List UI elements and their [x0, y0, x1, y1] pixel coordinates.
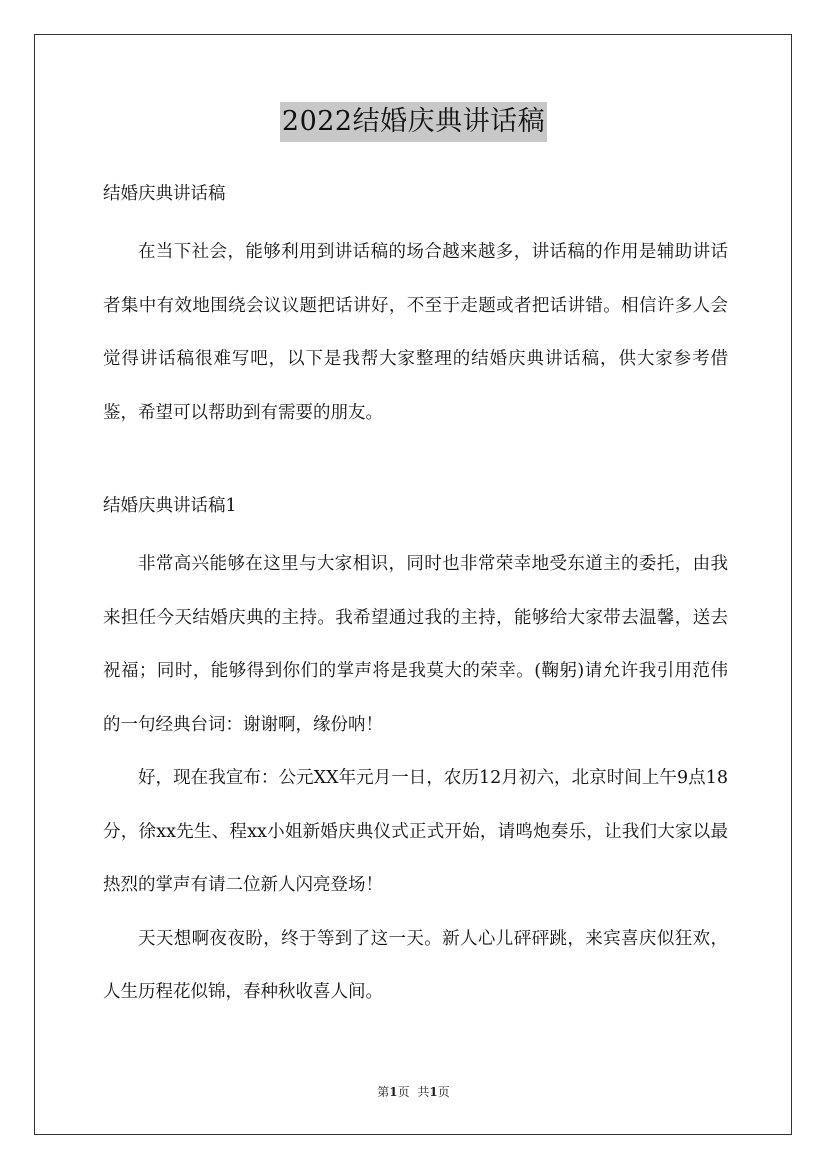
intro-paragraph: 在当下社会，能够利用到讲话稿的场合越来越多，讲话稿的作用是辅助讲话者集中有效地围绕会议议题把话讲好，不至于走题或者把话讲错。相信许多人会觉得讲话稿很难写吧，以下是我帮大家整理的结婚庆典讲话稿，供大家参考借鉴，希望可以帮助到有需要的朋友。 [103, 242, 728, 423]
intro-heading: 结婚庆典讲话稿 [103, 184, 226, 204]
total-suffix: 页 [437, 1085, 450, 1099]
section-heading: 结婚庆典讲话稿1 [103, 496, 237, 516]
title-container [0, 102, 827, 142]
document-title: 2022结婚庆典讲话稿 [280, 102, 547, 142]
document-body [103, 172, 728, 1020]
page-suffix: 页 [397, 1085, 410, 1099]
page-prefix: 第 [377, 1085, 390, 1099]
section-paragraph-3: 天天想啊夜夜盼，终于等到了这一天。新人心儿砰砰跳，来宾喜庆似狂欢，人生历程花似锦，春种秋收喜人间。 [103, 928, 728, 1002]
total-prefix: 共 [417, 1085, 430, 1099]
section-paragraph-2: 好，现在我宣布：公元XX年元月一日，农历12月初六，北京时间上午9点18分，徐xx先生、程xx小姐新婚庆典仪式正式开始，请鸣炮奏乐，让我们大家以最热烈的掌声有请二位新人闪亮登场！ [103, 768, 728, 895]
total-pages: 1 [429, 1085, 438, 1099]
page-footer [0, 1083, 827, 1101]
section-paragraph-1: 非常高兴能够在这里与大家相识，同时也非常荣幸地受东道主的委托，由我来担任今天结婚庆典的主持。我希望通过我的主持，能够给大家带去温馨，送去祝福；同时，能够得到你们的掌声将是我莫大的荣幸。(鞠躬)请允许我引用范伟的一句经典台词：谢谢啊，缘份呐！ [103, 554, 728, 735]
page-number: 1 [389, 1085, 398, 1099]
